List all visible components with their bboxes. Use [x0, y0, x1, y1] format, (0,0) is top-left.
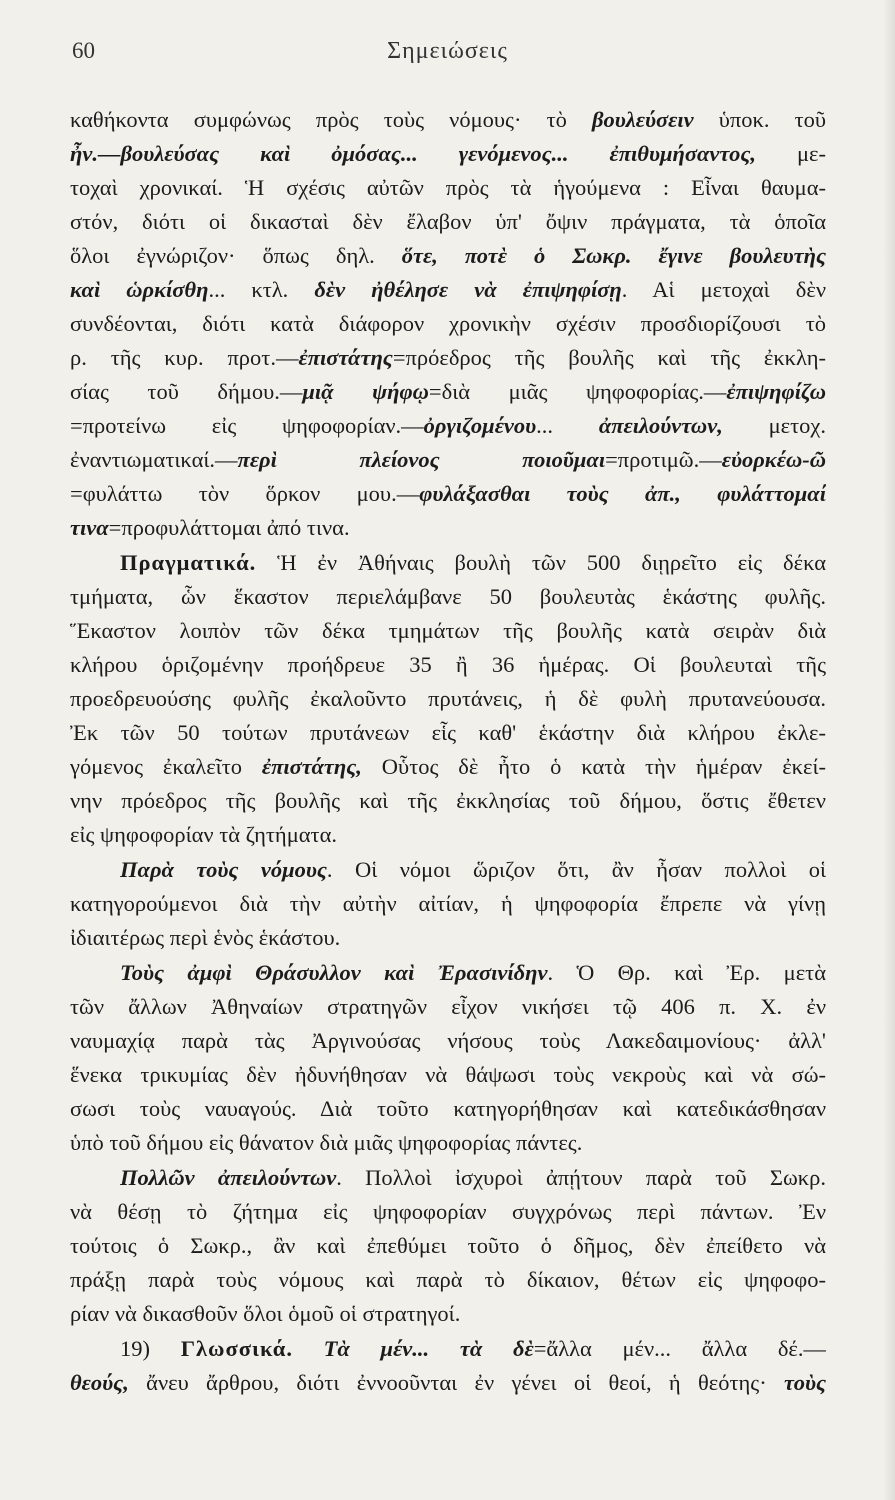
text-run: καθήκοντα συμφώνως πρὸς τοὺς νόμους· τὸ	[70, 107, 592, 132]
emphasized-term: μιᾷ ψήφῳ	[302, 379, 429, 404]
text-line	[70, 137, 826, 171]
text-run: =διὰ μιᾶς ψηφοφορίας.—	[428, 379, 727, 404]
text-run: ἐναντιωματικαί.—	[70, 447, 238, 472]
text-run: νὰ θέσῃ τὸ ζήτημα εἰς ψηφοφορίαν συγχρόνως περὶ πάντων. Ἐν	[70, 1199, 826, 1224]
text-run: ρίαν νὰ δικασθοῦν ὅλοι ὁμοῦ οἱ στρατηγοί.	[70, 1301, 461, 1326]
text-line	[120, 853, 826, 887]
text-line	[70, 511, 826, 545]
text-line	[70, 1126, 826, 1160]
text-run: Ἕκαστον λοιπὸν τῶν δέκα τμημάτων τῆς βουλῆς κατὰ σειρὰν διὰ	[70, 618, 826, 643]
text-line	[70, 921, 826, 955]
text-line	[120, 956, 826, 990]
emphasized-term: ἐπιστάτης,	[261, 754, 362, 779]
text-line	[70, 1195, 826, 1229]
text-line	[70, 1092, 826, 1126]
text-run: τμήματα, ὧν ἕκαστον περιελάμβανε 50 βουλευτὰς ἑκάστης φυλῆς.	[70, 584, 826, 609]
text-run: Ἡ ἐν Ἀθήναις βουλὴ τῶν 500 διῃρεῖτο εἰς δέκα	[256, 550, 826, 575]
emphasized-term: δὲν ἠθέλησε νὰ ἐπιψηφίσῃ	[314, 277, 622, 302]
text-line	[70, 307, 826, 341]
text-line	[70, 409, 826, 443]
text-line	[70, 1263, 826, 1297]
text-line	[70, 341, 826, 375]
emphasized-term: τοὺς	[784, 1370, 826, 1395]
text-run: ἕνεκα τρικυμίας δὲν ἠδυνήθησαν νὰ θάψωσι τοὺς νεκροὺς καὶ νὰ σώ-	[70, 1062, 826, 1087]
text-run: =ἄλλα μέν... ἄλλα δέ.—	[533, 1336, 826, 1361]
emphasized-term: ἐπιστάτης	[298, 345, 393, 370]
page-number: 60	[72, 38, 95, 63]
text-run: μετοχ.	[722, 413, 826, 438]
text-line	[70, 1058, 826, 1092]
emphasized-term: θεούς,	[70, 1370, 129, 1395]
emphasized-term: καὶ ὡρκίσθη	[70, 277, 209, 302]
text-run: με-	[755, 141, 826, 166]
text-run: σωσι τοὺς ναυαγούς. Διὰ τοῦτο κατηγορήθησαν καὶ κατεδικάσθησαν	[70, 1096, 826, 1121]
text-run: ὑποκ. τοῦ	[693, 107, 826, 132]
text-line	[70, 171, 826, 205]
emphasized-term: Τοὺς ἀμφὶ Θράσυλλον καὶ Ἐρασινίδην	[120, 960, 548, 985]
section-heading: Γλωσσικά.	[180, 1336, 293, 1361]
text-line	[70, 443, 826, 477]
running-head: Σημειώσεις	[387, 38, 508, 64]
text-line	[70, 1024, 826, 1058]
text-line	[70, 614, 826, 648]
text-run: =φυλάττω τὸν ὅρκον μου.—	[70, 481, 420, 506]
scan-edge-shadow	[883, 0, 895, 1500]
text-run: εἰς ψηφοφορίαν τὰ ζητήματα.	[70, 822, 338, 847]
text-line	[70, 887, 826, 921]
text-run: =προτείνω εἰς ψηφοφορίαν.—	[70, 413, 424, 438]
text-run: προεδρευούσης φυλῆς ἐκαλοῦντο πρυτάνεις, ἡ δὲ φυλὴ πρυτανεύουσα.	[70, 686, 826, 711]
emphasized-term: ὅτε, ποτὲ ὁ Σωκρ. ἔγινε βουλευτὴς	[401, 243, 826, 268]
text-run: ἰδιαιτέρως περὶ ἑνὸς ἑκάστου.	[70, 925, 341, 950]
text-run: =πρόεδρος τῆς βουλῆς καὶ τῆς ἐκκλη-	[392, 345, 826, 370]
emphasized-term: Πολλῶν ἀπειλούντων	[120, 1165, 337, 1190]
text-line	[120, 1161, 826, 1195]
text-line	[70, 273, 826, 307]
text-run: κατηγορούμενοι διὰ τὴν αὐτὴν αἰτίαν, ἡ ψηφοφορία ἔπρεπε νὰ γίνῃ	[70, 891, 826, 916]
text-run: τοχαὶ χρονικαί. Ἡ σχέσις αὐτῶν πρὸς τὰ ἡγούμενα : Εἶναι θαυμα-	[70, 175, 826, 200]
emphasized-term: φυλάξασθαι τοὺς ἀπ., φυλάττομαί	[419, 481, 826, 506]
text-line	[70, 477, 826, 511]
text-run: ὑπὸ τοῦ δήμου εἰς θάνατον διὰ μιᾶς ψηφοφορίας πάντες.	[70, 1130, 583, 1155]
text-run: =προτιμῶ.—	[605, 447, 722, 472]
emphasized-term: περὶ πλείονος ποιοῦμαι	[237, 447, 606, 472]
text-line	[70, 750, 826, 784]
text-run: σίας τοῦ δήμου.—	[70, 379, 303, 404]
emphasized-term: Τὰ μέν... τὰ δὲ	[323, 1336, 534, 1361]
text-run: . Αἱ μετοχαὶ δὲν	[621, 277, 826, 302]
text-run: τούτοις ὁ Σωκρ., ἂν καὶ ἐπεθύμει τοῦτο ὁ δῆμος, δὲν ἐπείθετο νὰ	[70, 1233, 826, 1258]
text-run: στόν, διότι οἱ δικασταὶ δὲν ἔλαβον ὑπ' ὄψιν πράγματα, τὰ ὁποῖα	[70, 209, 826, 234]
text-run: . Οἱ νόμοι ὥριζον ὅτι, ἂν ἦσαν πολλοὶ οἱ	[326, 857, 826, 882]
text-run: τῶν ἄλλων Ἀθηναίων στρατηγῶν εἶχον νικήσει τῷ 406 π. Χ. ἐν	[70, 994, 826, 1019]
text-line	[70, 990, 826, 1024]
emphasized-term: βουλεύσειν	[591, 107, 694, 132]
emphasized-term: ὀργιζομένου	[423, 413, 537, 438]
text-line	[70, 1229, 826, 1263]
emphasized-term: Παρὰ τοὺς νόμους	[120, 857, 327, 882]
text-run: 19)	[120, 1336, 181, 1361]
text-line	[70, 784, 826, 818]
text-run: πράξῃ παρὰ τοὺς νόμους καὶ παρὰ τὸ δίκαιον, θέτων εἰς ψηφοφο-	[70, 1267, 826, 1292]
section-heading: Πραγματικά.	[120, 550, 257, 575]
text-run: Ἐκ τῶν 50 τούτων πρυτάνεων εἷς καθ' ἑκάστην διὰ κλήρου ἐκλε-	[70, 720, 826, 745]
text-run: γόμενος ἐκαλεῖτο	[70, 754, 262, 779]
text-run: ρ. τῆς κυρ. προτ.—	[70, 345, 299, 370]
text-run: ναυμαχίᾳ παρὰ τὰς Ἀργινούσας νήσους τοὺς Λακεδαιμονίους· ἀλλ'	[70, 1028, 826, 1053]
text-line	[70, 716, 826, 750]
text-line	[70, 682, 826, 716]
text-line	[120, 1332, 826, 1366]
text-run: Οὗτος δὲ ἦτο ὁ κατὰ τὴν ἡμέραν ἐκεί-	[361, 754, 826, 779]
text-line	[70, 103, 826, 137]
text-run: νην πρόεδρος τῆς βουλῆς καὶ τῆς ἐκκλησίας τοῦ δήμου, ὅστις ἔθετεν	[70, 788, 826, 813]
text-run: ...	[536, 413, 599, 438]
text-line	[70, 205, 826, 239]
text-run: . Πολλοὶ ἰσχυροὶ ἀπῄτουν παρὰ τοῦ Σωκρ.	[336, 1165, 826, 1190]
text-line	[70, 580, 826, 614]
text-line	[70, 1366, 826, 1400]
text-run: ἄνευ ἄρθρου, διότι ἐννοοῦνται ἐν γένει οἱ θεοί, ἡ θεότης·	[128, 1370, 785, 1395]
text-line	[120, 546, 826, 580]
emphasized-term: ἐπιψηφίζω	[726, 379, 826, 404]
text-run: ὅλοι ἐγνώριζον· ὅπως δηλ.	[70, 243, 402, 268]
emphasized-term: ἦν.—βουλεύσας καὶ ὀμόσας... γενόμενος... ἐπιθυμήσαντος,	[70, 141, 756, 166]
text-run: ... κτλ.	[208, 277, 315, 302]
text-line	[70, 818, 826, 852]
emphasized-term: εὐορκέω-ῶ	[721, 447, 826, 472]
text-run: κλήρου ὁριζομένην προήδρευε 35 ἢ 36 ἡμέρας. Οἱ βουλευταὶ τῆς	[70, 652, 826, 677]
text-run: συνδέονται, διότι κατὰ διάφορον χρονικὴν σχέσιν προσδιορίζουσι τὸ	[70, 311, 826, 336]
text-line	[70, 1297, 826, 1331]
text-run: . Ὁ Θρ. καὶ Ἐρ. μετὰ	[547, 960, 826, 985]
text-line	[70, 375, 826, 409]
text-run: =προφυλάττομαι ἀπό τινα.	[108, 515, 350, 540]
text-line	[70, 239, 826, 273]
emphasized-term: ἀπειλούντων,	[598, 413, 723, 438]
emphasized-term: τινα	[70, 515, 109, 540]
text-line	[70, 648, 826, 682]
text-run	[293, 1336, 324, 1361]
